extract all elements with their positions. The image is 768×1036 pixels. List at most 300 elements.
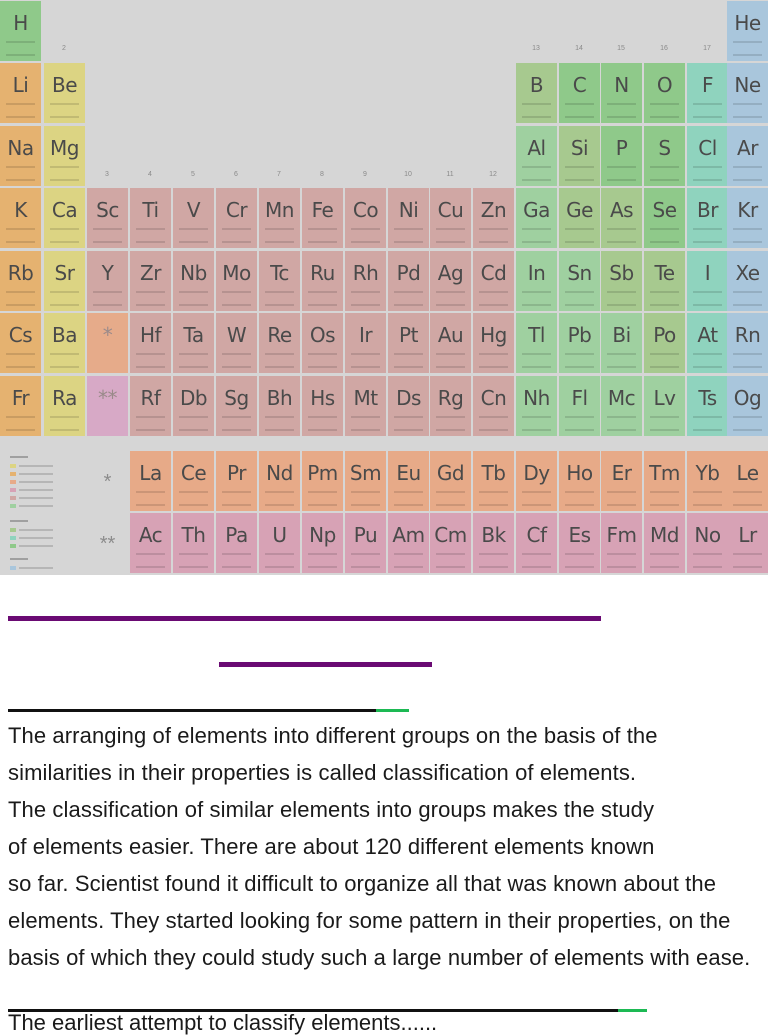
element-mass-text <box>693 179 722 181</box>
element-mass-text <box>308 504 337 506</box>
element-ir <box>345 313 386 373</box>
element-zr <box>130 251 171 311</box>
element-mass-text <box>308 241 337 243</box>
element-name-text <box>733 41 762 43</box>
element-sr <box>44 251 85 311</box>
element-rf <box>130 376 171 436</box>
element-mass-text <box>308 304 337 306</box>
element-mass-text <box>650 504 679 506</box>
element-cu <box>430 188 471 248</box>
element-mass-text <box>308 566 337 568</box>
element-name-text <box>522 291 551 293</box>
legend-swatch <box>10 528 16 532</box>
element-symbol: In <box>527 261 546 285</box>
element-v <box>173 188 214 248</box>
legend-text <box>19 529 53 531</box>
element-mass-text <box>650 429 679 431</box>
element-name-text <box>265 491 294 493</box>
legend-text <box>19 567 53 569</box>
element-mass-text <box>436 241 465 243</box>
element-kr <box>727 188 768 248</box>
element-nb <box>173 251 214 311</box>
element-name-text <box>50 416 79 418</box>
element-symbol: Rh <box>352 261 379 285</box>
element-name-text <box>265 553 294 555</box>
element-mt <box>345 376 386 436</box>
element-mass-text <box>607 304 636 306</box>
element-cm <box>430 513 471 573</box>
element-mass-text <box>394 566 423 568</box>
element-lr <box>727 513 768 573</box>
element-symbol: Bk <box>481 523 506 547</box>
element-symbol: At <box>697 323 718 347</box>
element-name-text <box>733 166 762 168</box>
element-name-text <box>394 553 423 555</box>
element-symbol: Ho <box>566 461 593 485</box>
element-symbol: Tb <box>481 461 506 485</box>
element-name-text <box>6 41 35 43</box>
element-mass-text <box>394 366 423 368</box>
element-hs <box>302 376 343 436</box>
element-ac <box>130 513 171 573</box>
element-mass-text <box>308 366 337 368</box>
legend-swatch <box>10 488 16 492</box>
element-symbol: As <box>609 198 634 222</box>
element-name-text <box>733 491 762 493</box>
element-cn <box>473 376 514 436</box>
element-symbol: Au <box>437 323 464 347</box>
element-name-text <box>222 291 251 293</box>
element-mass-text <box>6 116 35 118</box>
element-name-text <box>522 553 551 555</box>
group-number: 12 <box>489 171 497 178</box>
element-symbol: Mt <box>353 386 378 410</box>
element-name-text <box>479 353 508 355</box>
element-mass-text <box>565 566 594 568</box>
element-symbol: Cs <box>8 323 33 347</box>
element-symbol: B <box>529 73 544 97</box>
legend-swatch <box>10 472 16 476</box>
element-ra <box>44 376 85 436</box>
element-sm <box>345 451 386 511</box>
element-symbol: Ac <box>138 523 163 547</box>
legend-heading <box>10 520 28 522</box>
element-name-text <box>565 553 594 555</box>
element-name-text <box>565 416 594 418</box>
element-symbol: Mn <box>265 198 294 222</box>
element-symbol: Nd <box>266 461 293 485</box>
element-c <box>559 63 600 123</box>
element-mass-text <box>565 366 594 368</box>
element-mass-text <box>6 366 35 368</box>
element-symbol: Mg <box>50 136 79 160</box>
legend-swatch <box>10 566 16 570</box>
next-paragraph-line: The earliest attempt to classify elements...... <box>8 1012 438 1035</box>
element-ca <box>44 188 85 248</box>
element-mass-text <box>479 366 508 368</box>
element-h <box>0 1 41 61</box>
element-symbol: Hs <box>310 386 335 410</box>
element-mass-text <box>607 241 636 243</box>
element-symbol: Yb <box>695 461 720 485</box>
legend-heading <box>10 456 28 458</box>
element-mn <box>259 188 300 248</box>
element-mass-text <box>565 504 594 506</box>
group-number: 4 <box>148 171 152 178</box>
element-name-text <box>50 228 79 230</box>
element-name-text <box>265 416 294 418</box>
element-lv <box>644 376 685 436</box>
element-name-text <box>522 228 551 230</box>
element-name-text <box>394 228 423 230</box>
element-symbol: Cf <box>526 523 547 547</box>
element-symbol: Pu <box>353 523 378 547</box>
element-symbol: Al <box>527 136 546 160</box>
element-name-text <box>394 291 423 293</box>
element-og <box>727 376 768 436</box>
element-mo <box>216 251 257 311</box>
element-mass-text <box>394 504 423 506</box>
element-i <box>687 251 728 311</box>
element-symbol: Dy <box>523 461 550 485</box>
element-le <box>727 451 768 511</box>
element-symbol: Os <box>309 323 336 347</box>
element-symbol: Eu <box>396 461 421 485</box>
paragraph-line: of elements easier. There are about 120 different elements known <box>8 834 655 859</box>
element-symbol: Fl <box>571 386 588 410</box>
element-mass-text <box>351 429 380 431</box>
element-symbol: S <box>658 136 671 160</box>
element-name-text <box>93 291 122 293</box>
element-name-text <box>693 491 722 493</box>
element-w <box>216 313 257 373</box>
element-no <box>687 513 728 573</box>
element-symbol: Mo <box>222 261 251 285</box>
element-mass-text <box>650 179 679 181</box>
element-name-text <box>565 103 594 105</box>
element-symbol: U <box>272 523 287 547</box>
legend-swatch <box>10 504 16 508</box>
element-cd <box>473 251 514 311</box>
element-name-text <box>6 353 35 355</box>
element-name-text <box>179 228 208 230</box>
element-name-text <box>733 103 762 105</box>
element-mass-text <box>522 179 551 181</box>
group-number: 15 <box>617 45 625 52</box>
element-symbol: Se <box>652 198 677 222</box>
element-symbol: Le <box>736 461 759 485</box>
element-symbol: Br <box>697 198 718 222</box>
element-mass-text <box>6 54 35 56</box>
element-b <box>516 63 557 123</box>
element-name-text <box>436 353 465 355</box>
element-br <box>687 188 728 248</box>
legend-text <box>19 481 53 483</box>
element-name-text <box>650 291 679 293</box>
element-bi <box>601 313 642 373</box>
element-name-text <box>351 491 380 493</box>
element-name-text <box>565 491 594 493</box>
element-name-text <box>693 416 722 418</box>
group-number: 3 <box>105 171 109 178</box>
element-name-text <box>607 228 636 230</box>
element-symbol: Md <box>650 523 679 547</box>
element-pd <box>388 251 429 311</box>
element-cf <box>516 513 557 573</box>
element-mass-text <box>50 116 79 118</box>
element-at <box>687 313 728 373</box>
element-mass-text <box>607 179 636 181</box>
element-symbol: Pm <box>307 461 338 485</box>
element-name-text <box>436 291 465 293</box>
element-name-text <box>522 353 551 355</box>
element-name-text <box>565 353 594 355</box>
element-name-text <box>50 353 79 355</box>
lanthanide-placeholder <box>87 313 128 373</box>
element-mass-text <box>265 504 294 506</box>
element-ce <box>173 451 214 511</box>
element-mass-text <box>93 304 122 306</box>
element-symbol: Re <box>267 323 292 347</box>
element-symbol: Og <box>733 386 762 410</box>
element-mass-text <box>693 366 722 368</box>
element-name-text <box>607 166 636 168</box>
element-symbol: Er <box>611 461 632 485</box>
element-name-text <box>308 491 337 493</box>
legend-text <box>19 473 53 475</box>
element-ts <box>687 376 728 436</box>
element-y <box>87 251 128 311</box>
element-name-text <box>6 291 35 293</box>
element-se <box>644 188 685 248</box>
element-symbol: W <box>226 323 247 347</box>
element-po <box>644 313 685 373</box>
element-mass-text <box>733 54 762 56</box>
element-symbol: O <box>656 73 673 97</box>
element-mass-text <box>351 241 380 243</box>
actinide-row-marker: ** <box>99 533 116 555</box>
element-symbol: Ta <box>183 323 204 347</box>
actinide-placeholder <box>87 376 128 436</box>
element-name-text <box>693 228 722 230</box>
element-mass-text <box>50 179 79 181</box>
element-symbol: La <box>139 461 162 485</box>
element-mass-text <box>222 429 251 431</box>
element-symbol: Te <box>654 261 675 285</box>
element-name-text <box>394 491 423 493</box>
paragraph-line: The classification of similar elements into groups makes the study <box>8 797 655 822</box>
group-number: 6 <box>234 171 238 178</box>
element-mass-text <box>265 366 294 368</box>
element-name-text <box>565 291 594 293</box>
element-symbol: H <box>13 11 28 35</box>
element-name-text <box>394 353 423 355</box>
element-mass-text <box>607 429 636 431</box>
element-name-text <box>479 416 508 418</box>
element-bh <box>259 376 300 436</box>
element-symbol: Hg <box>480 323 507 347</box>
element-mass-text <box>733 429 762 431</box>
element-symbol: Ne <box>734 73 761 97</box>
element-symbol: F <box>701 73 713 97</box>
element-name-text <box>436 228 465 230</box>
element-name-text <box>50 291 79 293</box>
legend-text <box>19 489 53 491</box>
element-name-text <box>308 353 337 355</box>
title-underline-long <box>8 616 601 621</box>
element-name-text <box>308 228 337 230</box>
element-ru <box>302 251 343 311</box>
element-symbol: Sg <box>224 386 249 410</box>
paragraph-line: similarities in their properties is called classification of elements. <box>8 760 637 785</box>
element-mass-text <box>693 304 722 306</box>
element-hf <box>130 313 171 373</box>
element-name-text <box>222 416 251 418</box>
element-symbol: Nb <box>180 261 207 285</box>
group-number: 2 <box>62 45 66 52</box>
section-divider-top <box>8 709 376 712</box>
element-th <box>173 513 214 573</box>
element-name-text <box>650 353 679 355</box>
element-ge <box>559 188 600 248</box>
element-symbol: Ar <box>737 136 758 160</box>
element-ag <box>430 251 471 311</box>
element-symbol: Ra <box>52 386 77 410</box>
element-o <box>644 63 685 123</box>
element-mass-text <box>265 566 294 568</box>
element-name-text <box>50 166 79 168</box>
element-si <box>559 126 600 186</box>
element-name-text <box>222 491 251 493</box>
element-in <box>516 251 557 311</box>
element-name-text <box>351 353 380 355</box>
placeholder-marker: * <box>102 323 113 347</box>
element-mass-text <box>650 241 679 243</box>
element-symbol: Xe <box>735 261 760 285</box>
element-mass-text <box>351 504 380 506</box>
element-mass-text <box>733 179 762 181</box>
element-name-text <box>607 491 636 493</box>
element-mass-text <box>607 504 636 506</box>
element-co <box>345 188 386 248</box>
element-la <box>130 451 171 511</box>
element-symbol: Tc <box>270 261 289 285</box>
element-mass-text <box>394 304 423 306</box>
element-mass-text <box>522 241 551 243</box>
element-mass-text <box>93 241 122 243</box>
legend-text <box>19 537 53 539</box>
element-symbol: He <box>734 11 761 35</box>
element-nh <box>516 376 557 436</box>
element-pt <box>388 313 429 373</box>
element-mass-text <box>136 304 165 306</box>
legend-text <box>19 465 53 467</box>
element-md <box>644 513 685 573</box>
element-name-text <box>565 166 594 168</box>
element-symbol: Cl <box>698 136 717 160</box>
element-ba <box>44 313 85 373</box>
element-name-text <box>607 553 636 555</box>
element-symbol: Fe <box>311 198 334 222</box>
element-symbol: No <box>694 523 721 547</box>
element-cl <box>687 126 728 186</box>
element-symbol: Pr <box>227 461 246 485</box>
element-symbol: Pt <box>399 323 418 347</box>
element-pa <box>216 513 257 573</box>
element-mass-text <box>693 241 722 243</box>
element-mass-text <box>136 566 165 568</box>
element-symbol: Sr <box>54 261 75 285</box>
element-mass-text <box>479 241 508 243</box>
element-mass-text <box>479 504 508 506</box>
element-mass-text <box>265 429 294 431</box>
element-mass-text <box>733 366 762 368</box>
paragraph-line: basis of which they could study such a large number of elements with ease. <box>8 945 751 970</box>
element-s <box>644 126 685 186</box>
element-mg <box>44 126 85 186</box>
paragraph-line: so far. Scientist found it difficult to organize all that was known about the <box>8 871 717 896</box>
element-tc <box>259 251 300 311</box>
element-name-text <box>265 291 294 293</box>
element-symbol: Lr <box>738 523 757 547</box>
element-name-text <box>308 553 337 555</box>
element-mass-text <box>522 116 551 118</box>
element-name-text <box>136 553 165 555</box>
element-symbol: Gd <box>436 461 465 485</box>
element-p <box>601 126 642 186</box>
element-am <box>388 513 429 573</box>
next-paragraph-cut <box>8 1012 763 1036</box>
element-mass-text <box>565 429 594 431</box>
group-number: 7 <box>277 171 281 178</box>
element-mass-text <box>50 366 79 368</box>
element-mass-text <box>179 366 208 368</box>
element-symbol: Pb <box>567 323 592 347</box>
element-symbol: Tl <box>528 323 545 347</box>
element-mass-text <box>136 241 165 243</box>
element-mass-text <box>50 304 79 306</box>
element-symbol: Y <box>101 261 114 285</box>
element-mass-text <box>733 116 762 118</box>
element-name-text <box>6 103 35 105</box>
element-name-text <box>179 291 208 293</box>
element-rn <box>727 313 768 373</box>
element-name-text <box>522 491 551 493</box>
element-symbol: Es <box>568 523 591 547</box>
element-tm <box>644 451 685 511</box>
element-as <box>601 188 642 248</box>
element-name-text <box>607 291 636 293</box>
element-symbol: Am <box>392 523 425 547</box>
element-ar <box>727 126 768 186</box>
legend-text <box>19 545 53 547</box>
element-ds <box>388 376 429 436</box>
element-mass-text <box>436 366 465 368</box>
element-symbol: I <box>704 261 711 285</box>
element-mass-text <box>479 566 508 568</box>
element-mass-text <box>650 116 679 118</box>
element-symbol: Kr <box>737 198 758 222</box>
element-name-text <box>136 416 165 418</box>
element-be <box>44 63 85 123</box>
element-nd <box>259 451 300 511</box>
element-pb <box>559 313 600 373</box>
element-mass-text <box>436 429 465 431</box>
group-number: 16 <box>660 45 668 52</box>
element-mass-text <box>436 504 465 506</box>
element-mass-text <box>436 566 465 568</box>
legend-swatch <box>10 464 16 468</box>
